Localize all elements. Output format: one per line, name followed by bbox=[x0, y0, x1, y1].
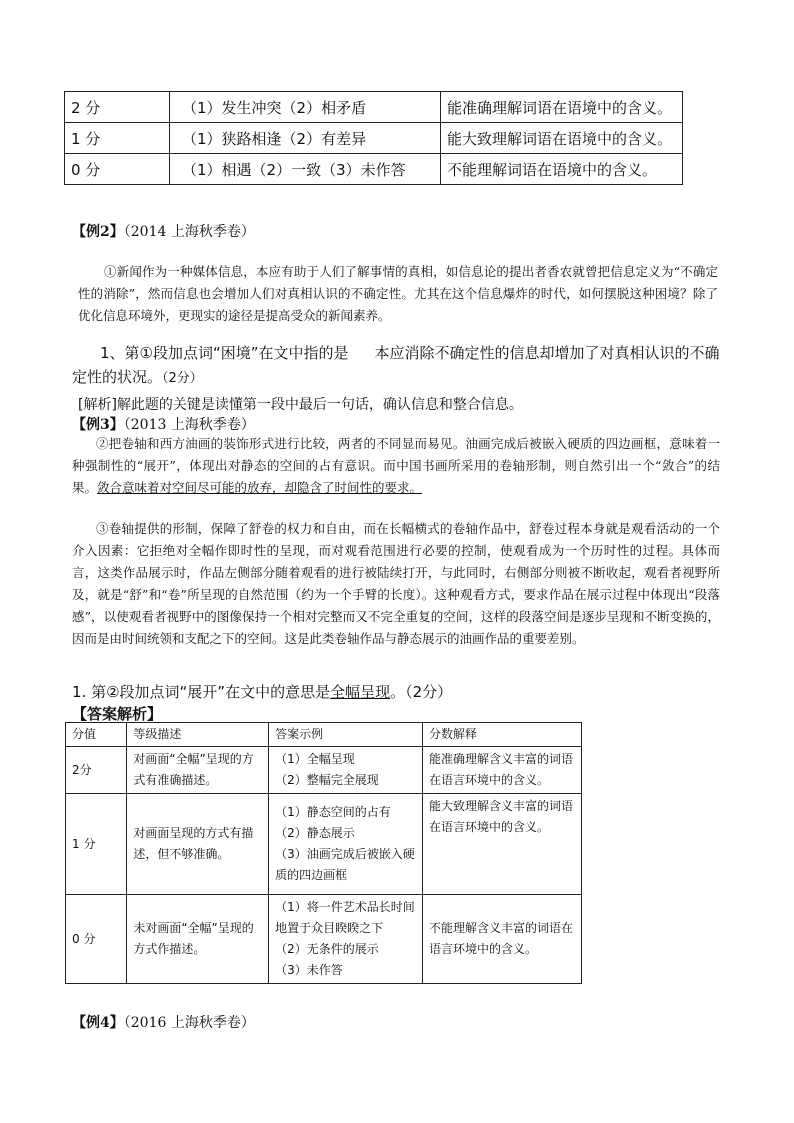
score-cell: 0 分 bbox=[65, 154, 170, 185]
explanation-cell: 能准确理解词语在语境中的含义。 bbox=[441, 92, 683, 123]
example-3-question-suffix: 。（2分） bbox=[390, 683, 453, 701]
examples-cell bbox=[269, 747, 423, 794]
example-3-paragraph-2 bbox=[72, 433, 720, 499]
header-cell: 分值 bbox=[66, 723, 127, 747]
example-3-paragraph-3: ③卷轴提供的形制，保障了舒卷的权力和自由，而在长幅横式的卷轴作品中，舒卷过程本身就是观看活动的一个介入因素：它拒绝对全幅作即时性的呈现，而对观看范围进行必要的控制，使观看成为一个历时性的过程。具体而言，这类作品展示时，作品左侧部分随着观看的进行被陆续打开，与此同时，右侧部分则被不断收起，观看者视野所及，就是“舒”和“卷”所呈现的自然范围（约为一个手臂的长度）。这种观看方式，要求作品在展示过程中体现出“段落感”，以使观看者视野中的图像保持一个相对完整而又不完全重复的空间，这样的段落空间是逐步呈现和不断变换的，因而是由时间统领和支配之下的空间。这是此类卷轴作品与静态展示的油画作品的重要差别。 bbox=[72, 521, 720, 646]
example-line: （1）静态空间的占有 bbox=[275, 805, 391, 819]
example-2-analysis: [解析]解此题的关键是读懂第一段中最后一句话，确认信息和整合信息。 bbox=[78, 397, 523, 413]
example-2-source: （2014 上海秋季卷） bbox=[123, 224, 255, 240]
examples-cell: （1）相遇（2）一致（3）未作答 bbox=[170, 154, 441, 185]
example-2-question-prefix: 1、第①段加点词“困境”在文中指的是 bbox=[100, 344, 349, 362]
table-row bbox=[66, 895, 582, 984]
example-3-paragraph-2-main: ②把卷轴和西方油画的装饰形式进行比较，两者的不同显而易见。油画完成后被嵌入硬质的四边画框，意味着一种强制性的“展开”，体现出对静态的空间的占有意识。而中国书画所采用的卷轴形制，则自然引出一个“敛合”的结果。 bbox=[72, 436, 720, 495]
example-2-points: （2分） bbox=[162, 371, 203, 386]
explanation-cell: 不能理解词语在语境中的含义。 bbox=[441, 154, 683, 185]
table-row bbox=[66, 794, 582, 895]
header-cell: 等级描述 bbox=[127, 723, 269, 747]
table-row bbox=[65, 154, 683, 185]
table-header-row bbox=[66, 723, 582, 747]
example-2-heading bbox=[72, 221, 255, 241]
example-3-label: 【例3】 bbox=[72, 417, 124, 433]
example-2-passage: ①新闻作为一种媒体信息，本应有助于人们了解事情的真相，如信息论的提出者香农就曾把信息定义为“不确定性的消除”，然而信息也会增加人们对真相认识的不确定性。尤其在这个信息爆炸的时代，如何摆脱这种困境？除了优化信息环境外，更现实的途径是提高受众的新闻素养。 bbox=[78, 264, 718, 323]
examples-cell bbox=[269, 794, 423, 895]
example-2-label: 【例2】 bbox=[72, 224, 124, 240]
table-row bbox=[65, 123, 683, 154]
score-cell: 0 分 bbox=[66, 895, 127, 984]
header-cell: 答案示例 bbox=[269, 723, 423, 747]
example-2-question bbox=[72, 341, 732, 391]
description-cell: 未对画面“全幅”呈现的方式作描述。 bbox=[127, 895, 269, 984]
table-row bbox=[65, 92, 683, 123]
score-cell: 2分 bbox=[66, 747, 127, 794]
example-line: （1）全幅呈现 bbox=[275, 752, 355, 766]
example-3-paragraph-2-underlined: 敛合意味着对空间尽可能的放弃，却隐含了时间性的要求。 bbox=[97, 480, 423, 495]
description-cell: 对画面呈现的方式有描述，但不够准确。 bbox=[127, 794, 269, 895]
example-line: （3）油画完成后被嵌入硬质的四边画框 bbox=[275, 847, 415, 882]
example-line: （2）静态展示 bbox=[275, 826, 355, 840]
example-line: （2）无条件的展示 bbox=[275, 942, 379, 956]
example-line: （3）未作答 bbox=[275, 963, 343, 977]
explanation-cell: 能准确理解含义丰富的词语在语言环境中的含义。 bbox=[423, 747, 582, 794]
examples-cell: （1）发生冲突（2）相矛盾 bbox=[170, 92, 441, 123]
explanation-cell: 不能理解含义丰富的词语在语言环境中的含义。 bbox=[423, 895, 582, 984]
example-3-source: （2013 上海秋季卷） bbox=[123, 417, 255, 433]
example-line: （1）将一件艺术品长时间地置于众目睽睽之下 bbox=[275, 900, 415, 935]
description-cell: 对画面“全幅”呈现的方式有准确描述。 bbox=[127, 747, 269, 794]
example-3-answer: 全幅呈现 bbox=[330, 683, 391, 701]
example-4-heading bbox=[72, 1012, 255, 1032]
table-row bbox=[66, 747, 582, 794]
explanation-cell: 能大致理解词语在语境中的含义。 bbox=[441, 123, 683, 154]
example-4-source: （2016 上海秋季卷） bbox=[123, 1015, 255, 1031]
example-3-question bbox=[72, 680, 732, 704]
examples-cell: （1）狭路相逢（2）有差异 bbox=[170, 123, 441, 154]
example-4-label: 【例4】 bbox=[72, 1015, 124, 1031]
answer-analysis-label: 【答案解析】 bbox=[72, 705, 163, 723]
score-cell: 2 分 bbox=[65, 92, 170, 123]
score-cell: 1 分 bbox=[65, 123, 170, 154]
scoring-table-1 bbox=[64, 91, 683, 185]
example-2-answer: 本应消除不确定性的信息却增加了对真相认识的不确定性的状况。 bbox=[72, 344, 720, 386]
explanation-cell: 能大致理解含义丰富的词语在语言环境中的含义。 bbox=[423, 794, 582, 895]
score-cell: 1 分 bbox=[66, 794, 127, 895]
scoring-table-2 bbox=[65, 722, 582, 984]
header-cell: 分数解释 bbox=[423, 723, 582, 747]
example-line: （2）整幅完全展现 bbox=[275, 773, 379, 787]
example-3-question-prefix: 1. 第②段加点词“展开”在文中的意思是 bbox=[72, 683, 331, 701]
example-3-heading bbox=[72, 414, 255, 434]
examples-cell bbox=[269, 895, 423, 984]
